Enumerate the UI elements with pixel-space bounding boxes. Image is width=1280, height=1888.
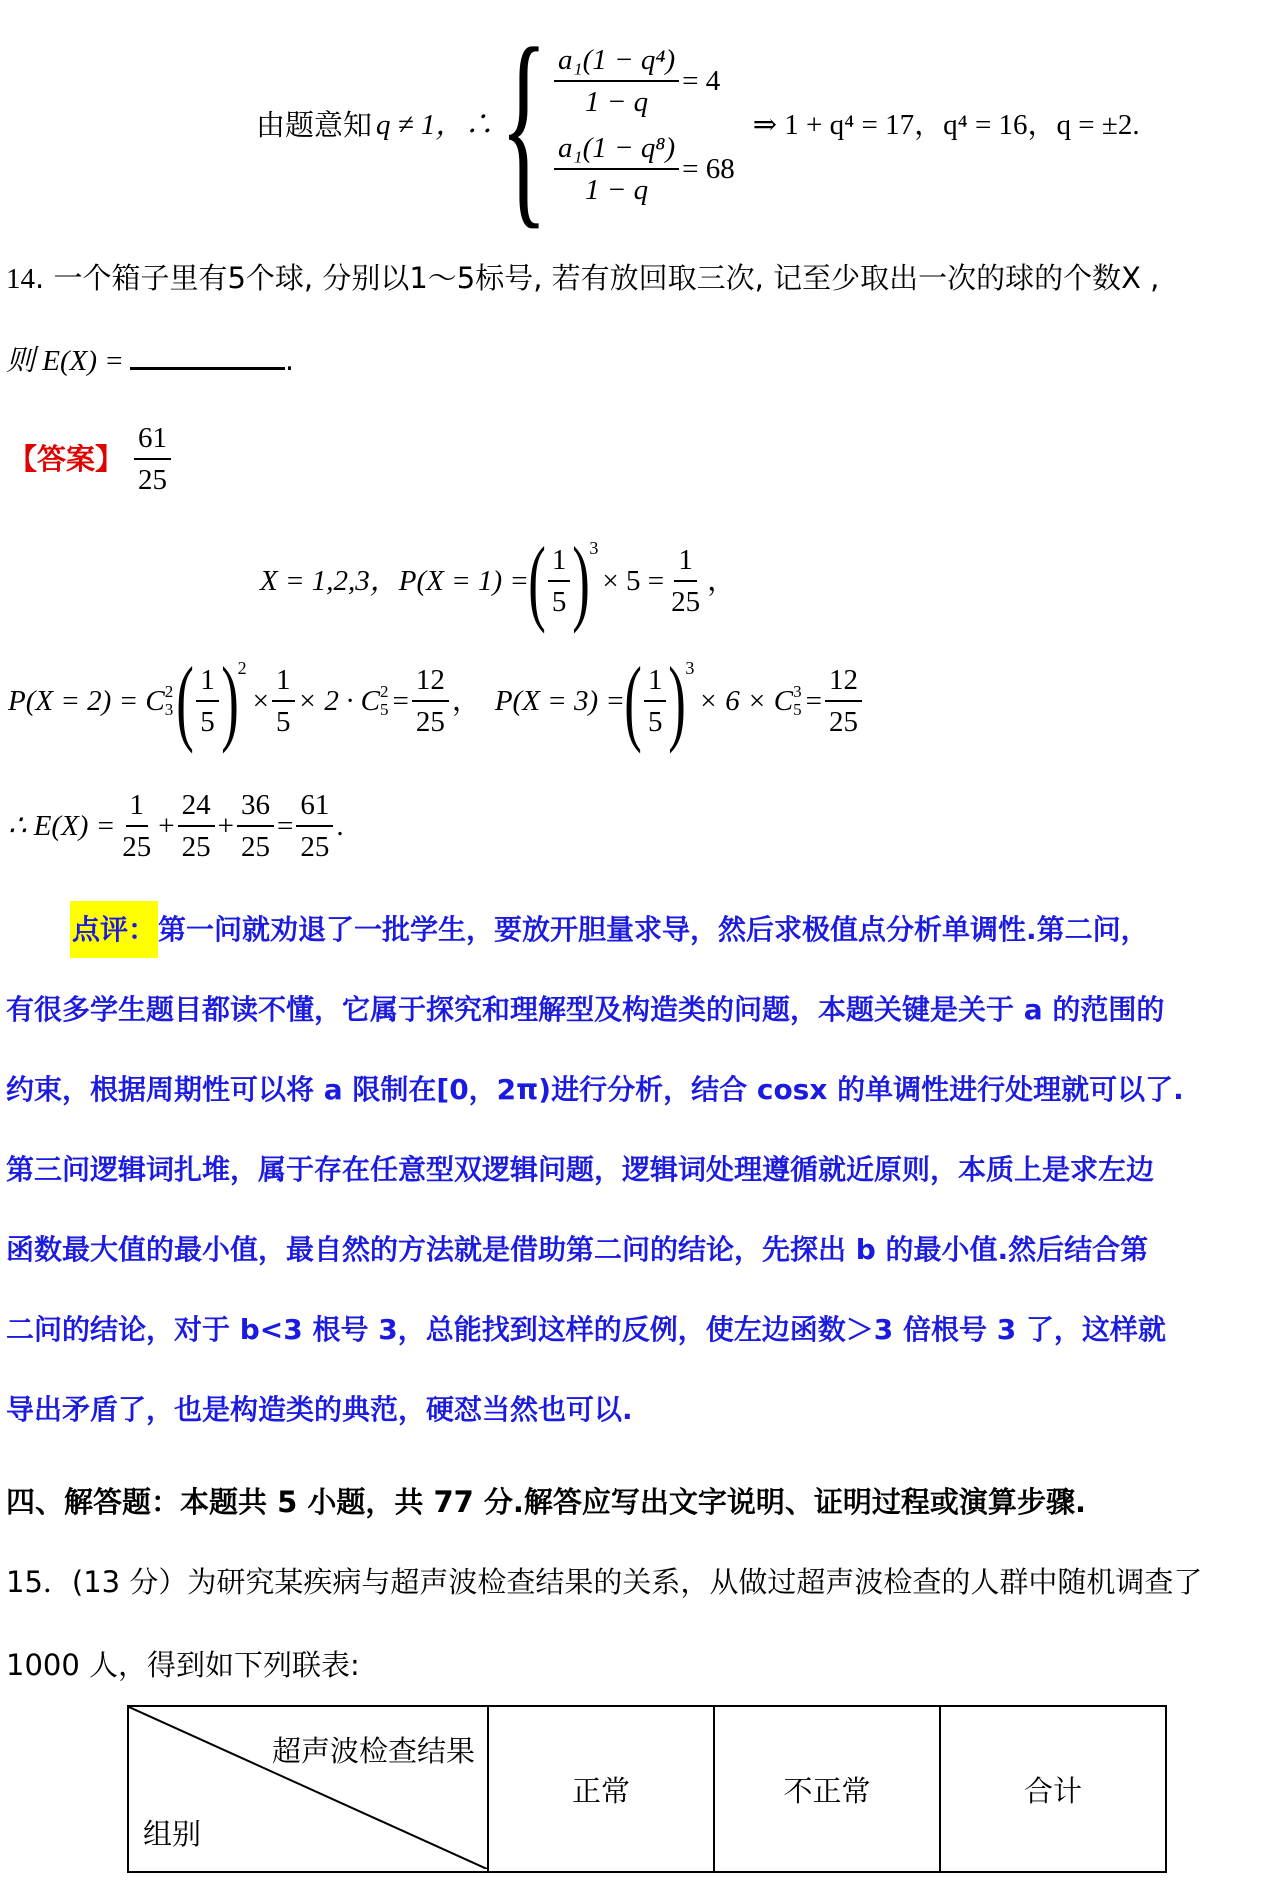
base-num: 1 — [644, 660, 667, 702]
s14-l2b-base — [644, 660, 667, 742]
comment-text-1: 第一问就劝退了一批学生，要放开胆量求导，然后求极值点分析单调性.第二问， — [158, 913, 1149, 946]
left-paren: ( — [624, 647, 642, 754]
table-header-abnormal: 不正常 — [714, 1706, 940, 1872]
comment-line-7: 导出矛盾了，也是构造类的典范，硬怼当然也可以. — [6, 1393, 633, 1426]
s14-l2a-fraction — [412, 660, 449, 742]
solution14-line3: ∴ E(X) = $\frac{1}{25}$ + $\frac{24}{25}$ + $\frac{36}{25}$ = $\frac{61}{25}$ . — [8, 785, 344, 867]
solution14-line2: P(X = 2) = C 2 3 ( $\frac{1}{5}$ ) 2 × $\frac{1}{5}$ × 2 · C 2 5 = $\frac{12}{25}$ ， P(X = 3) = ( $\frac{1}{5}$ ) 3 × 6 × C 3 5 = $\frac{12}{25}$ — [8, 660, 865, 742]
left-paren: ( — [176, 647, 195, 754]
s14-l2b-num: 12 — [825, 660, 862, 702]
right-paren: ) — [220, 647, 239, 754]
s14-l2a-base — [196, 660, 219, 742]
comment-line-5: 函数最大值的最小值，最自然的方法就是借助第二问的结论，先探出 b 的最小值.然后结合第 — [6, 1233, 1149, 1266]
corner-bottom-label: 组别 — [143, 1817, 202, 1851]
right-paren: ) — [572, 527, 591, 634]
s14-l2b-prefix: P(X = 3) = — [494, 685, 625, 717]
c52-bottom: 5 — [379, 700, 389, 719]
left-paren: ( — [528, 527, 546, 634]
s14-l1-mid: × 5 = — [602, 565, 665, 597]
s14-l2a-den: 25 — [415, 706, 445, 738]
base-den: 5 — [647, 706, 663, 738]
eq2-denominator: 1 − q — [585, 174, 649, 206]
comment-line-1 — [70, 910, 1149, 950]
answer-fraction — [134, 418, 171, 500]
problem15-line2: 1000 人，得到如下列联表: — [6, 1648, 360, 1682]
comment-line-4: 第三问逻辑词扎堆，属于存在任意型双逻辑问题，逻辑词处理遵循就近原则，本质上是求左边 — [6, 1153, 1155, 1186]
c53-top: 3 — [793, 682, 802, 701]
s14-l2b-den: 25 — [829, 706, 858, 738]
solution13-result: ⇒ 1 + q⁴ = 17，q⁴ = 16，q = ±2. — [752, 109, 1140, 141]
eq1-denominator: 1 − q — [585, 86, 649, 118]
s14-l2b-fraction — [825, 660, 862, 742]
t2-num: 24 — [178, 785, 215, 827]
comment-line-6: 二问的结论，对于 b<3 根号 3，总能找到这样的反例，使左边函数＞3 倍根号 3 了，这样就 — [6, 1313, 1166, 1346]
table-header-normal: 正常 — [488, 1706, 714, 1872]
s14-l2a-frac2 — [272, 660, 295, 742]
solution13-lead: 由题意知 — [256, 108, 373, 142]
comment-tag: 点评： — [70, 901, 158, 958]
contingency-table — [127, 1705, 1167, 1873]
frac2-num: 1 — [272, 660, 295, 702]
c53 — [793, 683, 802, 719]
problem14-number: 14 — [6, 263, 35, 295]
eq1-rhs: = 4 — [682, 65, 721, 97]
answer-blank — [130, 341, 285, 370]
solution13-system — [551, 40, 735, 210]
base-den: 5 — [551, 586, 567, 618]
solution13-line — [256, 3, 1140, 247]
t3-num: 36 — [237, 785, 274, 827]
res-num: 61 — [296, 785, 333, 827]
solution13-cond: q ≠ 1，∴ — [376, 109, 494, 141]
table-header-total: 合计 — [940, 1706, 1166, 1872]
c32-top: 2 — [164, 682, 174, 701]
c32 — [165, 683, 174, 719]
eq2-fraction — [554, 128, 679, 210]
left-brace: { — [500, 3, 549, 247]
eq1-fraction — [554, 40, 679, 122]
eq1-numerator: a₁(1 − q⁴) — [554, 40, 679, 82]
base-den: 5 — [200, 706, 215, 738]
s14-l3-t1 — [118, 785, 155, 867]
s14-l1-base — [548, 540, 571, 622]
s14-l2b-mid: × 6 × C — [698, 685, 794, 717]
s14-l3-result — [296, 785, 333, 867]
problem15-line1: 15．(13 分）为研究某疾病与超声波检查结果的关系，从做过超声波检查的人群中随机调查了 — [6, 1565, 1203, 1599]
res-den: 25 — [300, 831, 330, 863]
s14-l1-num: 1 — [674, 540, 697, 582]
c52-top: 2 — [379, 682, 389, 701]
frac2-den: 5 — [276, 706, 291, 738]
eq2-rhs: = 68 — [682, 153, 735, 185]
s14-l3-t3 — [237, 785, 274, 867]
c53-bottom: 5 — [793, 700, 802, 719]
s14-l1-end: ， — [707, 565, 737, 597]
eq2-numerator: a₁(1 − q⁸) — [554, 128, 679, 170]
s14-l1-prefix: X = 1,2,3，P(X = 1) = — [260, 565, 529, 597]
c32-bottom: 3 — [164, 700, 174, 719]
section-heading: 四、解答题：本题共 5 小题，共 77 分.解答应写出文字说明、证明过程或演算步骤. — [6, 1485, 1086, 1519]
s14-l2a-num: 12 — [412, 660, 449, 702]
s14-l2a-prefix: P(X = 2) = C — [8, 685, 165, 717]
comment-line-3: 约束，根据周期性可以将 a 限制在[0，2π)进行分析，结合 cosx 的单调性进行处理就可以了. — [6, 1073, 1184, 1106]
s14-l2a-mid: × 2 · C — [297, 685, 380, 717]
t1-num: 1 — [126, 785, 149, 827]
t2-den: 25 — [181, 831, 211, 863]
problem14-line2-text: 则 E(X) = — [6, 345, 124, 377]
table-header-row — [128, 1706, 1166, 1872]
answer-tag: 【答案】 — [8, 442, 125, 476]
comment-line-2: 有很多学生题目都读不懂，它属于探究和理解型及构造类的问题，本题关键是关于 a 的范围的 — [6, 993, 1165, 1026]
base-num: 1 — [548, 540, 571, 582]
answer-denominator: 25 — [138, 464, 168, 496]
problem14-text: 一个箱子里有5个球, 分别以1～5标号, 若有放回取三次, 记至少取出一次的球的个数X , — [53, 261, 1160, 295]
solution14-line1: X = 1,2,3，P(X = 1) = ( $\frac{1}{5}$ ) 3 × 5 = $\frac{1}{25}$ ， — [260, 527, 737, 634]
t3-den: 25 — [240, 831, 270, 863]
problem14-line2-end: . — [284, 343, 295, 377]
table-corner-cell — [128, 1706, 488, 1872]
problem14-line1: 14. 一个箱子里有5个球, 分别以1～5标号, 若有放回取三次, 记至少取出一次的球的个数X , — [6, 261, 1160, 295]
s14-l1-fraction — [667, 540, 704, 622]
c52 — [380, 683, 389, 719]
t1-den: 25 — [122, 831, 152, 863]
base-num: 1 — [196, 660, 219, 702]
s14-l3-prefix: ∴ E(X) = — [8, 810, 116, 842]
s14-l3-t2 — [178, 785, 215, 867]
corner-top-label: 超声波检查结果 — [271, 1734, 475, 1768]
problem14-line2 — [6, 340, 294, 381]
s14-l1-den: 25 — [671, 586, 701, 618]
right-paren: ) — [668, 647, 687, 754]
answer-line — [8, 418, 174, 500]
answer-numerator: 61 — [134, 418, 171, 460]
